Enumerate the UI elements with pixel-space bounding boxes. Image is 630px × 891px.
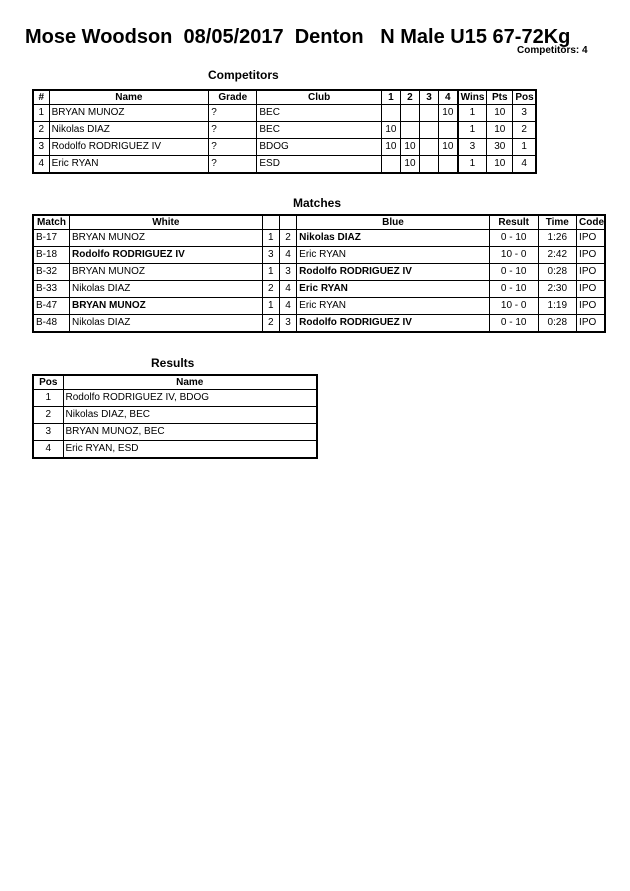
competitor-pos: 3 — [513, 105, 536, 122]
competitor-name: Eric RYAN — [49, 156, 209, 174]
table-row — [33, 230, 605, 247]
white-player: BRYAN MUNOZ — [70, 298, 263, 315]
white-player: Rodolfo RODRIGUEZ IV — [70, 247, 263, 264]
table-row — [33, 105, 536, 122]
match-time: 0:28 — [538, 264, 577, 281]
match-time: 1:19 — [538, 298, 577, 315]
col-result-name: Name — [63, 375, 317, 390]
match-result: 10 - 0 — [489, 298, 538, 315]
col-s4: 4 — [439, 90, 458, 105]
white-player: BRYAN MUNOZ — [70, 264, 263, 281]
competitor-name: Rodolfo RODRIGUEZ IV — [49, 139, 209, 156]
blue-player: Rodolfo RODRIGUEZ IV — [297, 315, 490, 333]
match-result: 10 - 0 — [489, 247, 538, 264]
match-id: B-18 — [33, 247, 70, 264]
competitor-club: ESD — [257, 156, 381, 174]
competitor-club: BEC — [257, 105, 381, 122]
match-time: 2:30 — [538, 281, 577, 298]
match-result: 0 - 10 — [489, 281, 538, 298]
competitor-num: 3 — [33, 139, 49, 156]
table-row — [33, 298, 605, 315]
competitor-grade: ? — [209, 122, 257, 139]
competitor-name: Nikolas DIAZ — [49, 122, 209, 139]
col-grade: Grade — [209, 90, 257, 105]
score-4: 10 — [439, 139, 458, 156]
competitor-pts: 10 — [487, 105, 513, 122]
col-pos: Pos — [513, 90, 536, 105]
score-2: 10 — [400, 156, 419, 174]
score-3 — [419, 122, 438, 139]
blue-player: Eric RYAN — [297, 298, 490, 315]
score-1 — [381, 105, 400, 122]
result-pos: 3 — [33, 424, 63, 441]
match-code: IPO — [577, 230, 605, 247]
blue-num: 3 — [279, 315, 296, 333]
results-section-title: Results — [151, 356, 195, 370]
col-result-pos: Pos — [33, 375, 63, 390]
result-pos: 4 — [33, 441, 63, 459]
match-id: B-32 — [33, 264, 70, 281]
competitor-pts: 10 — [487, 122, 513, 139]
competitor-grade: ? — [209, 156, 257, 174]
match-result: 0 - 10 — [489, 264, 538, 281]
score-4: 10 — [439, 105, 458, 122]
competitors-section-title: Competitors — [208, 68, 279, 82]
white-player: Nikolas DIAZ — [70, 281, 263, 298]
result-pos: 2 — [33, 407, 63, 424]
white-num: 1 — [262, 230, 279, 247]
score-1: 10 — [381, 139, 400, 156]
score-3 — [419, 105, 438, 122]
result-name: BRYAN MUNOZ, BEC — [63, 424, 317, 441]
table-row — [33, 156, 536, 174]
blue-num: 4 — [279, 281, 296, 298]
blue-num: 4 — [279, 298, 296, 315]
match-code: IPO — [577, 247, 605, 264]
competitor-pts: 30 — [487, 139, 513, 156]
competitor-pos: 1 — [513, 139, 536, 156]
table-row — [33, 424, 317, 441]
white-player: Nikolas DIAZ — [70, 315, 263, 333]
col-s3: 3 — [419, 90, 438, 105]
competitor-pts: 10 — [487, 156, 513, 174]
blue-player: Eric RYAN — [297, 281, 490, 298]
blue-player: Eric RYAN — [297, 247, 490, 264]
col-result: Result — [489, 215, 538, 230]
table-row — [33, 315, 605, 333]
competitors-header-row — [33, 90, 536, 105]
score-3 — [419, 139, 438, 156]
score-2 — [400, 105, 419, 122]
blue-player: Rodolfo RODRIGUEZ IV — [297, 264, 490, 281]
competitors-count: Competitors: 4 — [517, 45, 588, 56]
competitors-table — [32, 89, 537, 174]
col-white-num — [262, 215, 279, 230]
table-row — [33, 264, 605, 281]
col-code: Code — [577, 215, 605, 230]
table-row — [33, 390, 317, 407]
white-num: 1 — [262, 298, 279, 315]
results-table — [32, 374, 318, 459]
col-blue-num — [279, 215, 296, 230]
table-row — [33, 122, 536, 139]
result-pos: 1 — [33, 390, 63, 407]
page-title: Mose Woodson 08/05/2017 Denton N Male U15 67-72Kg — [25, 26, 571, 48]
match-code: IPO — [577, 298, 605, 315]
white-num: 3 — [262, 247, 279, 264]
score-1: 10 — [381, 122, 400, 139]
competitor-num: 2 — [33, 122, 49, 139]
col-wins: Wins — [458, 90, 487, 105]
competitor-pos: 4 — [513, 156, 536, 174]
competitor-wins: 1 — [458, 122, 487, 139]
competitor-wins: 3 — [458, 139, 487, 156]
match-time: 1:26 — [538, 230, 577, 247]
competitor-wins: 1 — [458, 105, 487, 122]
table-row — [33, 247, 605, 264]
col-time: Time — [538, 215, 577, 230]
matches-table — [32, 214, 606, 333]
match-id: B-33 — [33, 281, 70, 298]
score-2: 10 — [400, 139, 419, 156]
match-id: B-17 — [33, 230, 70, 247]
competitor-club: BDOG — [257, 139, 381, 156]
score-1 — [381, 156, 400, 174]
col-white: White — [70, 215, 263, 230]
col-club: Club — [257, 90, 381, 105]
white-player: BRYAN MUNOZ — [70, 230, 263, 247]
col-num: # — [33, 90, 49, 105]
score-3 — [419, 156, 438, 174]
score-4 — [439, 122, 458, 139]
match-time: 2:42 — [538, 247, 577, 264]
match-time: 0:28 — [538, 315, 577, 333]
blue-num: 4 — [279, 247, 296, 264]
match-code: IPO — [577, 281, 605, 298]
matches-header-row — [33, 215, 605, 230]
col-pts: Pts — [487, 90, 513, 105]
result-name: Nikolas DIAZ, BEC — [63, 407, 317, 424]
white-num: 2 — [262, 315, 279, 333]
competitor-grade: ? — [209, 105, 257, 122]
blue-num: 2 — [279, 230, 296, 247]
white-num: 2 — [262, 281, 279, 298]
white-num: 1 — [262, 264, 279, 281]
blue-num: 3 — [279, 264, 296, 281]
table-row — [33, 281, 605, 298]
results-header-row — [33, 375, 317, 390]
competitor-num: 1 — [33, 105, 49, 122]
match-result: 0 - 10 — [489, 230, 538, 247]
col-blue: Blue — [297, 215, 490, 230]
col-match: Match — [33, 215, 70, 230]
match-result: 0 - 10 — [489, 315, 538, 333]
col-s2: 2 — [400, 90, 419, 105]
score-4 — [439, 156, 458, 174]
competitor-name: BRYAN MUNOZ — [49, 105, 209, 122]
competitor-wins: 1 — [458, 156, 487, 174]
matches-section-title: Matches — [293, 196, 342, 210]
table-row — [33, 407, 317, 424]
competitor-num: 4 — [33, 156, 49, 174]
match-id: B-47 — [33, 298, 70, 315]
blue-player: Nikolas DIAZ — [297, 230, 490, 247]
competitor-pos: 2 — [513, 122, 536, 139]
col-name: Name — [49, 90, 209, 105]
competitor-grade: ? — [209, 139, 257, 156]
result-name: Rodolfo RODRIGUEZ IV, BDOG — [63, 390, 317, 407]
competitor-club: BEC — [257, 122, 381, 139]
match-code: IPO — [577, 315, 605, 333]
result-name: Eric RYAN, ESD — [63, 441, 317, 459]
table-row — [33, 441, 317, 459]
table-row — [33, 139, 536, 156]
col-s1: 1 — [381, 90, 400, 105]
match-id: B-48 — [33, 315, 70, 333]
match-code: IPO — [577, 264, 605, 281]
score-2 — [400, 122, 419, 139]
